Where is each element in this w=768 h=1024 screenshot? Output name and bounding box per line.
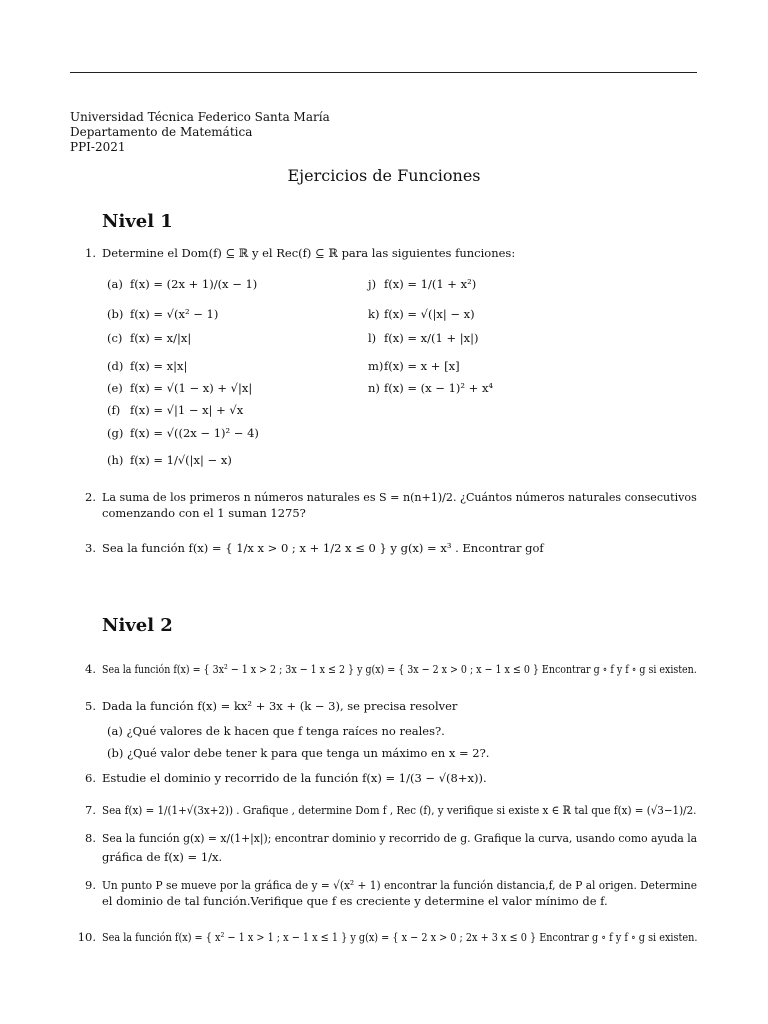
top-rule	[70, 72, 697, 73]
question-5-part-b: (b) ¿Qué valor debe tener k para que tenga un máximo en x = 2?.	[107, 746, 490, 760]
question-number: 6.	[85, 771, 96, 785]
item-label: j)	[368, 277, 377, 291]
question-9-line-2: el dominio de tal función.Verifique que f es creciente y determine el valor mínimo de f.	[102, 894, 608, 908]
item-expression: f(x) = 1/√(|x| − x)	[130, 453, 232, 467]
question-6-text: Estudie el dominio y recorrido de la función f(x) = 1/(3 − √(8+x)).	[102, 771, 487, 785]
item-expression: f(x) = √(|x| − x)	[384, 307, 475, 321]
item-label: l)	[368, 331, 377, 345]
item-label: (c)	[107, 331, 123, 345]
item-label: (e)	[107, 381, 123, 395]
question-number: 5.	[85, 699, 96, 713]
item-expression: f(x) = (2x + 1)/(x − 1)	[130, 277, 258, 291]
question-4-text: Sea la función f(x) = { 3x² − 1 x > 2 ; 3x − 1 x ≤ 2 } y g(x) = { 3x − 2 x > 0 ; x − 1 x ≤ 0 } Encontrar g ∘ f y f ∘ g si existen.	[102, 662, 697, 676]
question-2-line-2: comenzando con el 1 suman 1275?	[102, 506, 306, 520]
question-1-text: Determine el Dom(f) ⊆ ℝ y el Rec(f) ⊆ ℝ para las siguientes funciones:	[102, 246, 516, 260]
question-8-line-1: Sea la función g(x) = x/(1+|x|); encontrar dominio y recorrido de g. Grafique la curva, usando como ayuda la	[102, 831, 698, 845]
item-label: (d)	[107, 359, 124, 373]
item-label: (g)	[107, 426, 124, 440]
item-label: k)	[368, 307, 380, 321]
institution-header	[70, 110, 330, 155]
question-number: 4.	[85, 662, 96, 676]
page-title: Ejercicios de Funciones	[287, 166, 481, 185]
section-heading-nivel-2: Nivel 2	[102, 615, 173, 636]
course-code: PPI-2021	[70, 140, 126, 154]
department-name: Departamento de Matemática	[70, 125, 253, 139]
item-label: m)	[368, 359, 384, 373]
item-label: (f)	[107, 403, 121, 417]
question-number: 3.	[85, 541, 96, 555]
item-label: (b)	[107, 307, 124, 321]
question-10-text: Sea la función f(x) = { x² − 1 x > 1 ; x − 1 x ≤ 1 } y g(x) = { x − 2 x > 0 ; 2x + 3 x ≤ 0 } Encontrar g ∘ f y f ∘ g si existen.	[102, 930, 698, 944]
item-expression: f(x) = √(x² − 1)	[130, 307, 219, 321]
item-expression: f(x) = √(1 − x) + √|x|	[130, 381, 253, 395]
question-number: 2.	[85, 490, 96, 504]
question-7-text: Sea f(x) = 1/(1+√(3x+2)) . Grafique , determine Dom f , Rec (f), y verifique si existe x ∈ ℝ tal que f(x) = (√3−1)/2.	[102, 803, 697, 817]
question-9-line-1: Un punto P se mueve por la gráfica de y = √(x² + 1) encontrar la función distancia,f, de P al origen. Determine	[102, 878, 697, 892]
question-number: 10.	[77, 930, 96, 944]
question-number: 9.	[85, 878, 96, 892]
item-expression: f(x) = √((2x − 1)² − 4)	[130, 426, 259, 440]
item-label: (a)	[107, 277, 123, 291]
university-name: Universidad Técnica Federico Santa María	[70, 110, 330, 124]
question-3-text: Sea la función f(x) = { 1/x x > 0 ; x + 1/2 x ≤ 0 } y g(x) = x³ . Encontrar gof	[102, 541, 544, 555]
question-5-text: Dada la función f(x) = kx² + 3x + (k − 3), se precisa resolver	[102, 699, 458, 713]
item-expression: f(x) = (x − 1)² + x⁴	[384, 381, 494, 395]
item-label: (h)	[107, 453, 124, 467]
question-5-part-a: (a) ¿Qué valores de k hacen que f tenga raíces no reales?.	[107, 724, 445, 738]
item-expression: f(x) = 1/(1 + x²)	[384, 277, 477, 291]
question-2-line-1: La suma de los primeros n números naturales es S = n(n+1)/2. ¿Cuántos números naturales consecutivos	[102, 490, 697, 504]
item-expression: f(x) = √|1 − x| + √x	[130, 403, 244, 417]
item-label: n)	[368, 381, 380, 395]
question-number: 8.	[85, 831, 96, 845]
section-heading-nivel-1: Nivel 1	[102, 211, 173, 232]
item-expression: f(x) = x/(1 + |x|)	[384, 331, 479, 345]
item-expression: f(x) = x|x|	[130, 359, 188, 373]
question-8-line-2: gráfica de f(x) = 1/x.	[102, 850, 223, 864]
item-expression: f(x) = x/|x|	[130, 331, 192, 345]
question-number: 1.	[85, 246, 96, 260]
item-expression: f(x) = x + [x]	[384, 359, 460, 373]
question-number: 7.	[85, 803, 96, 817]
